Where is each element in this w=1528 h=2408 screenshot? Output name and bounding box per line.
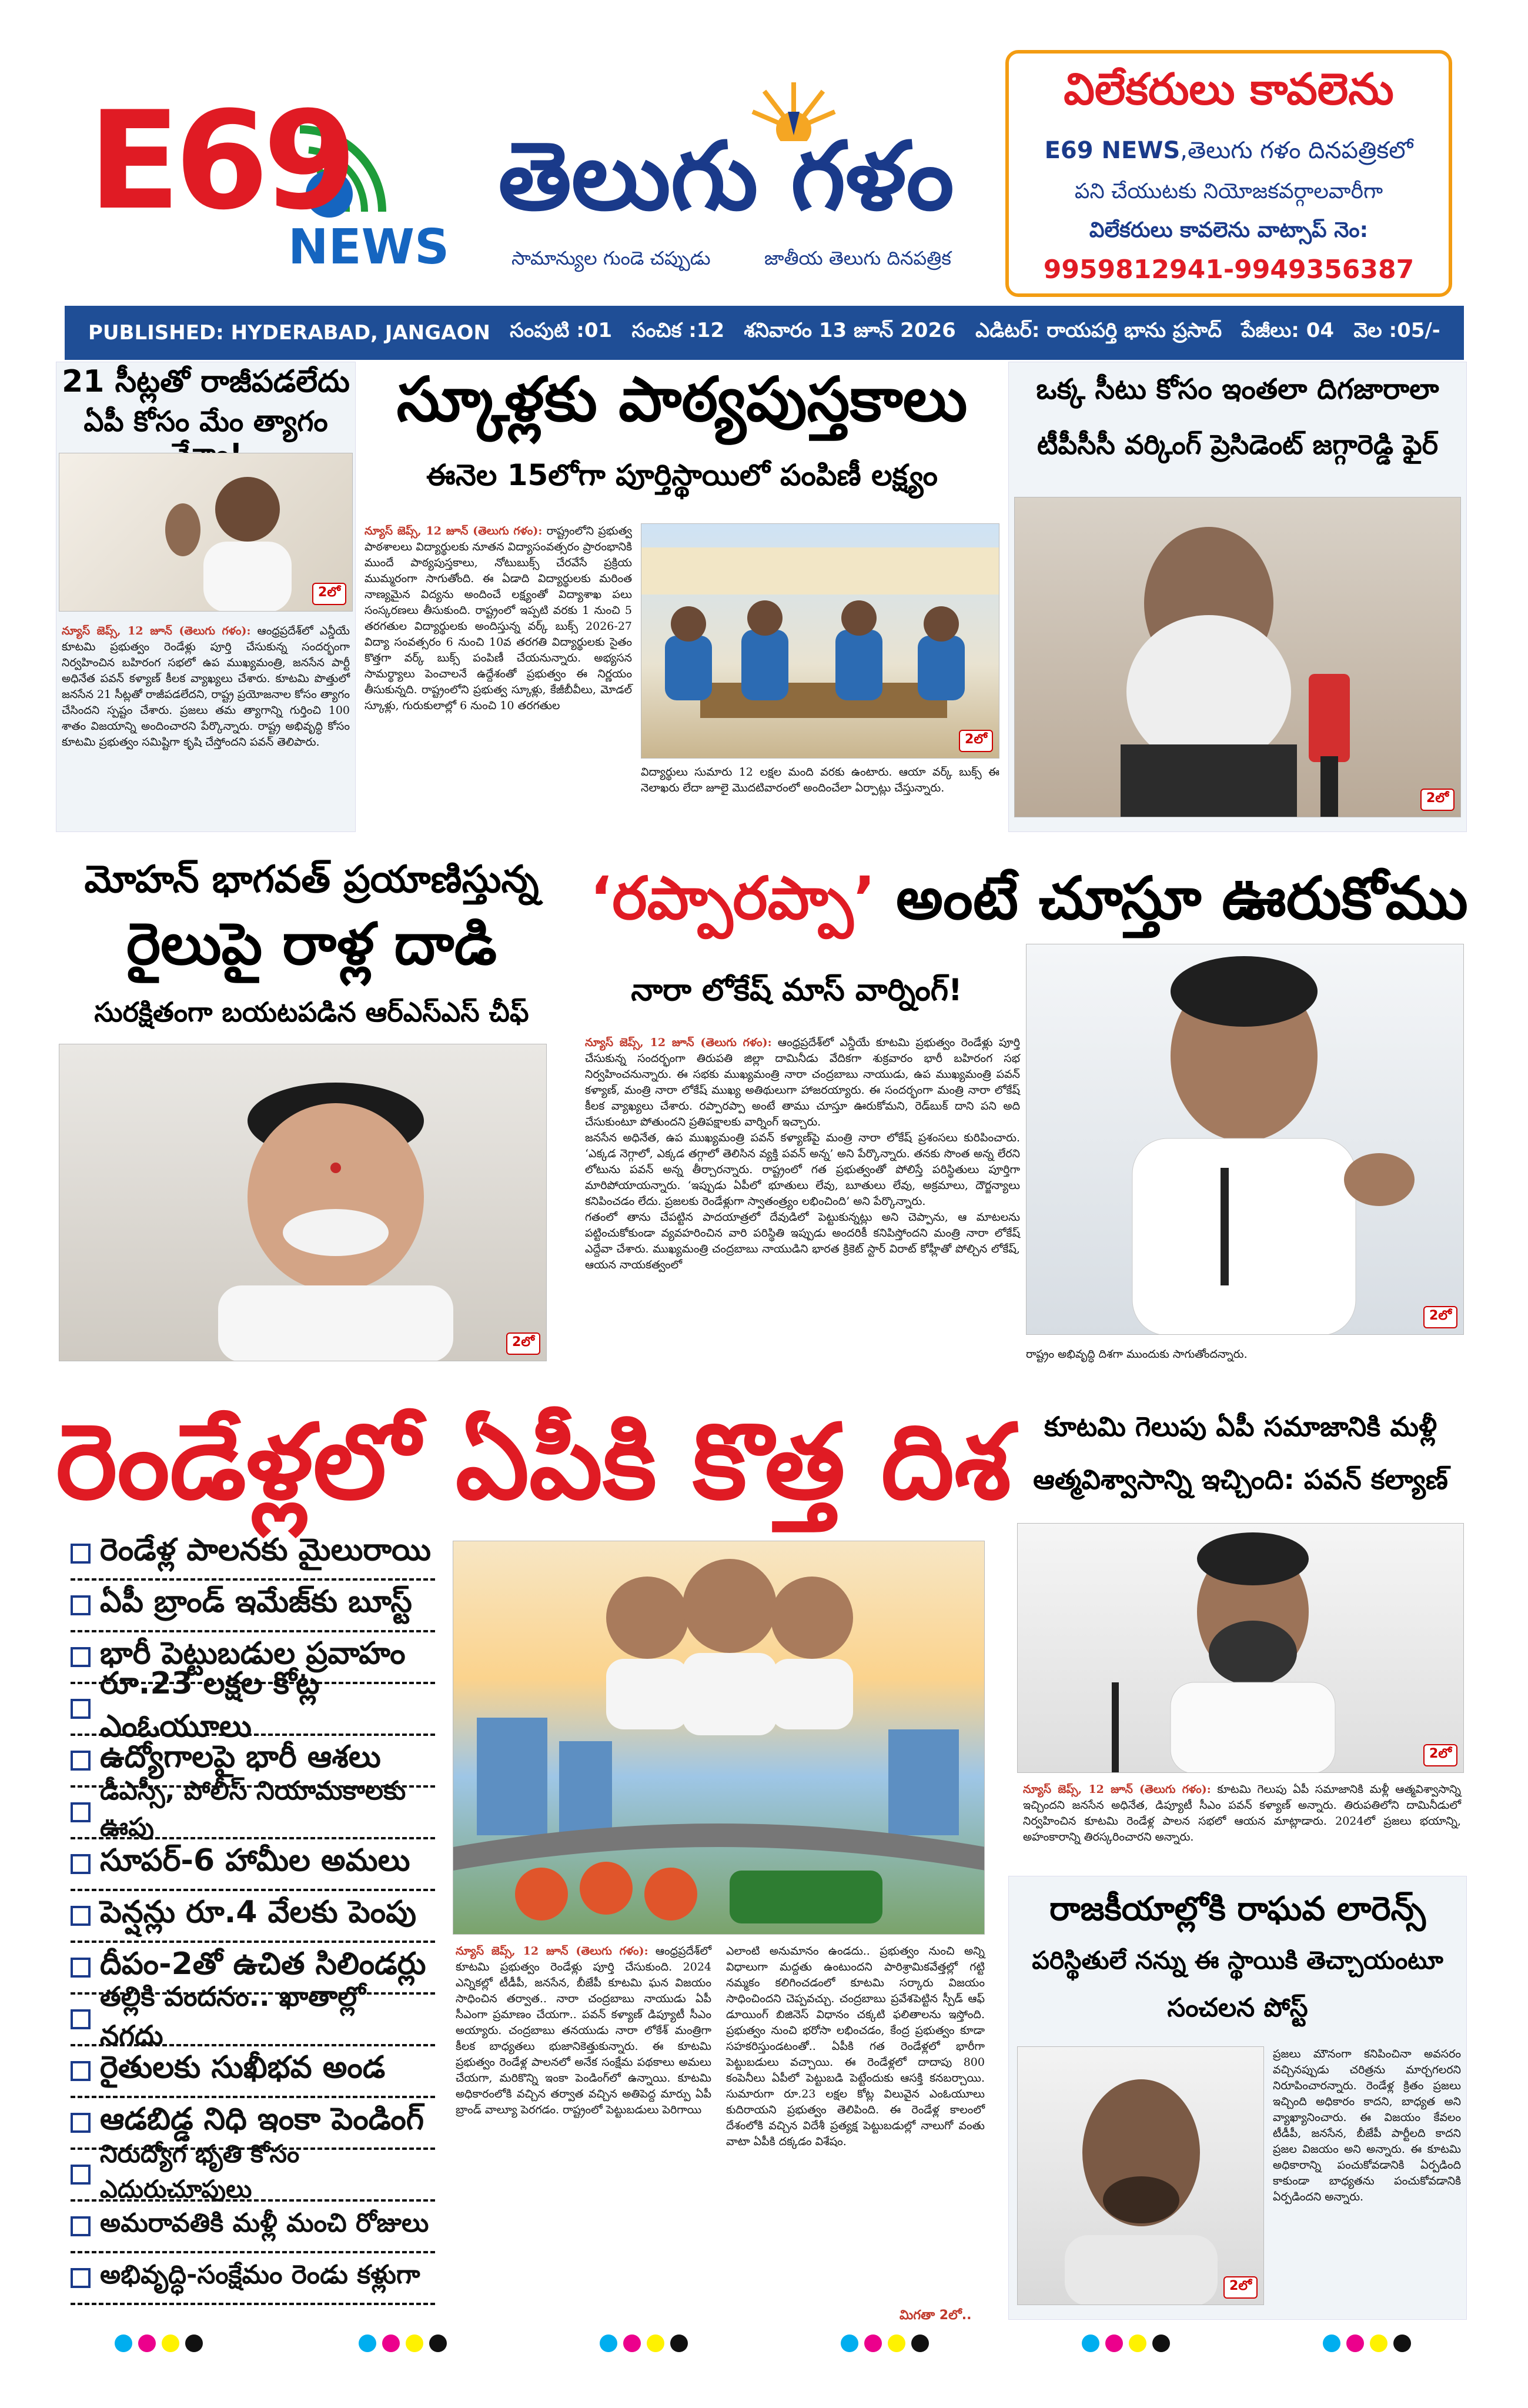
lead-col1-text: ఆంధ్రప్రదేశ్‌లో కూటమి ప్రభుత్వం రెండేళ్లు పూర్తి చేసుకుంది. 2024 ఎన్నికల్లో టీడీపీ, జనసేన, బీజేపీ కూటమి ఘన విజయం సాధించిన తర్వాత.. నారా చంద్రబాబు నాయుడు ఏపీ సీఎంగా ప్రమాణం చేయగా.. పవన్ కళ్యాణ్ డిప్యూటీ సీఎం అయ్యారు. చంద్రబాబు తనయుడు నారా లోకేశ్ మంత్రిగా కీలక బాధ్యతలు భుజానికెత్తుకున్నారు. ఈ కూటమి ప్రభుత్వం రెండేళ్ల పాలనలో అనేక సంక్షేమ పథకాలు అమలు చేయగా, మరికొన్ని ఇంకా పెండింగ్‌లో ఉన్నాయి. కూటమి అధికారంలోకి వచ్చిన తర్వాత వచ్చిన అతిపెద్ద మార్పు ఏపీ బ్రాండ్ వాల్యూ పెరగడం. రాష్ట్రంలో పెట్టుబడులు పెరిగాయి	[456, 1945, 711, 2116]
checkbox-icon	[71, 1906, 91, 1926]
lead-bullet-text: ఆడబిడ్డ నిధి ఇంకా పెండింగ్	[100, 2101, 424, 2137]
checkbox-icon	[71, 2216, 91, 2236]
lead-bullet-text: రూ.23 లక్షల కోట్ల ఎంఓయూలు	[100, 1666, 320, 1744]
nara-lokesh-photo	[1026, 944, 1464, 1335]
lead-bullet	[71, 1980, 435, 2051]
story6-body	[1023, 1782, 1461, 1845]
yellow-dot	[1370, 2334, 1387, 2352]
story5-headline-quote: ‘రప్పారప్పా’	[590, 864, 876, 933]
masthead-tagline-left: సామాన్యుల గుండె చప్పుడు	[511, 247, 711, 269]
lead-bullet	[71, 2202, 435, 2253]
color-registration-marks	[841, 2334, 929, 2352]
story2-body	[365, 523, 632, 714]
lead-bullet-text: ఉద్యోగాలపై భారీ ఆశలు	[100, 1739, 381, 1775]
pawan-kalyan-speech-photo	[1017, 1523, 1464, 1773]
lead-col1	[456, 1943, 711, 2118]
info-price: వెల :05/-	[1353, 319, 1440, 342]
lead-byline: న్యూస్ జెప్స్, 12 జూన్ (తెలుగు గళం):	[456, 1945, 648, 1958]
magenta-dot	[623, 2334, 641, 2352]
yellow-dot	[1129, 2334, 1146, 2352]
story1-body	[62, 623, 350, 750]
ad-title: విలేకరులు కావలెను	[1064, 64, 1394, 115]
black-dot	[185, 2334, 203, 2352]
story5-headline	[582, 864, 1476, 932]
info-date: శనివారం 13 జూన్ 2026	[744, 319, 956, 342]
ad-line1-text: ,తెలుగు గళం దినపత్రికలో	[1180, 137, 1413, 164]
lead-col2: ఎలాంటి అనుమానం ఉండదు.. ప్రభుత్వం నుంచి అన్ని విధాలుగా మద్దతు ఉంటుందని పారిశ్రామికవేత్తల్లో గట్టి నమ్మకం కలిగించడంలో కూటమి సర్కారు విజయం సాధించిందని చెప్పవచ్చు. చంద్రబాబు ప్రవేశపెట్టిన స్పీడ్ ఆఫ్ డూయింగ్ బిజినెస్ విధానం చక్కటి ఫలితాలను ఇస్తోంది. ప్రభుత్వం నుంచి భరోసా లభించడం, కేంద్ర ప్రభుత్వం కూడా సహకరిస్తుండటంతో.. ఏపీకి గత రెండేళ్లలో భారీగా పెట్టుబడులు వచ్చాయి. ఈ రెండేళ్లలో దాదాపు 800 కంపెనీలు ఏపీలో పెట్టుబడి పెట్టేందుకు ఆసక్తి కనబర్చాయి. సుమారుగా రూ.23 లక్షల కోట్ల విలువైన ఎంఓయూలు కుదిరాయని ప్రభుత్వం తెలిపింది. ఈ రెండేళ్ల కాలంలో దేశంలోకి వచ్చిన విదేశీ ప్రత్యక్ష పెట్టుబడుల్లో నాలుగో వంతు వాటా ఏపీకి దక్కడం విశేషం.	[726, 1945, 985, 2148]
magenta-dot	[1105, 2334, 1123, 2352]
lead-bullet-text: అభివృద్ధి-సంక్షేమం రెండు కళ్లుగా	[100, 2260, 420, 2290]
story1-byline: న్యూస్ జెప్స్, 12 జూన్ (తెలుగు గళం):	[62, 624, 251, 637]
cyan-dot	[841, 2334, 858, 2352]
checkbox-icon	[71, 2009, 91, 2029]
yellow-dot	[406, 2334, 423, 2352]
info-issue: సంచిక :12	[631, 319, 725, 342]
raghava-lawrence-photo	[1017, 2046, 1264, 2305]
lead-bullet-text: సూపర్-6 హామీల అమలు	[100, 1842, 410, 1878]
story2-continue-badge[interactable]: 2లో	[959, 730, 993, 752]
story7-headline1: రాజకీయాల్లోకి రాఘవ లారెన్స్	[1049, 1890, 1426, 1928]
cyan-dot	[1082, 2334, 1099, 2352]
magenta-dot	[138, 2334, 156, 2352]
story5-caption: రాష్ట్రం అభివృద్ధి దిశగా ముందుకు సాగుతోందన్నారు.	[1026, 1348, 1248, 1361]
lead-bullet-text: భారీ పెట్టుబడుల ప్రవాహం	[100, 1635, 406, 1671]
story7-headline3: సంచలన పోస్ట్	[1167, 1993, 1308, 2023]
color-registration-marks	[1082, 2334, 1170, 2352]
lead-bullet	[71, 1529, 435, 1581]
e69-logo	[88, 83, 450, 282]
story2-text: రాష్ట్రంలోని ప్రభుత్వ పాఠశాలలు విద్యార్థులకు నూతన విద్యాసంవత్సరం ప్రారంభానికి ముందే పాఠ్యపుస్తకాలు, నోటుబుక్స్ చేరవేసే ప్రక్రియ ముమ్మరంగా సాగుతోంది. ఈ ఏడాది విద్యార్థులకు మరింత నాణ్యమైన విద్యను అందించే లక్ష్యంతో విద్యాశాఖ పలు సంస్కరణలు తీసుకుంది. రాష్ట్రంలో ఇప్పటి వరకు 1 నుంచి 5 తరగతుల విద్యార్థులకు అందిస్తున్న వర్క్ బుక్స్ 2026-27 విద్యా సంవత్సరం 6 నుంచి 10వ తరగతి విద్యార్థులకు సైతం కొత్తగా వర్క్ బుక్స్ పంపిణీ చేయనున్నారు. అభ్యసన సామర్థ్యాలు పెంచాలనే ఉద్దేశంతో ప్రభుత్వం ఈ నిర్ణయం తీసుకున్నది. రాష్ట్రంలోని ప్రభుత్వ స్కూళ్లు, కేజీబీవీలు, మోడల్ స్కూళ్లు, గురుకులాల్లో 6 నుంచి 10 తరగతుల	[365, 525, 632, 712]
lead-bullet	[71, 1891, 435, 1943]
black-dot	[429, 2334, 447, 2352]
lead-bullet	[71, 2046, 435, 2098]
bearded-speaker-illustration	[1018, 1524, 1464, 1773]
lead-bullet-text: అమరావతికి మళ్లీ మంచి రోజులు	[100, 2208, 429, 2238]
ad-line1	[1009, 137, 1449, 170]
story1-headline2: ఏపీ కోసం మేం త్యాగం	[83, 405, 328, 438]
story5-body	[585, 1035, 1020, 1273]
jagga-reddy-photo	[1014, 497, 1461, 817]
story1-continue-badge[interactable]: 2లో	[312, 583, 346, 605]
lead-bullet-text: తల్లికి వందనం.. ఖాతాల్లో నగదు	[100, 1980, 366, 2051]
info-pages: పేజీలు: 04	[1241, 319, 1335, 342]
black-dot	[1152, 2334, 1170, 2352]
lead-bullet-text: రెండేళ్ల పాలనకు మైలురాయి	[100, 1532, 432, 1568]
leaders-city-collage	[453, 1541, 985, 1935]
color-registration-marks	[359, 2334, 447, 2352]
checkbox-icon	[71, 2268, 91, 2288]
masthead-title: తెలుగు గళం	[498, 121, 954, 231]
lead-bullet-text: నిరుద్యోగ భృతి కోసం ఎదురుచూపులు	[100, 2139, 300, 2203]
lead-bullet	[71, 1776, 435, 1842]
man-speaking-illustration	[1027, 944, 1464, 1335]
story5-text2: జనసేన అధినేత, ఉప ముఖ్యమంత్రి పవన్ కళ్యాణ్‌పై మంత్రి నారా లోకేష్ ప్రశంసలు కురిపించారు. ‘ఎక్కడ నెగ్గాలో, ఎక్కడ తగ్గాలో తెలిసిన వ్యక్తి పవన్ అన్న’ అని పేర్కొన్నారు. తనకు సొంత అన్న లేరని లోటును పవన్ అన్న తీర్చారన్నారు. రాష్ట్రంలో గత ప్రభుత్వంతో పోలిస్తే పరిస్థితులు పూర్తిగా మారిపోయాయన్నారు. ‘ఇప్పుడు ఏపీలో భూతులు లేవు, బూతులు లేవు, అక్రమాలు, దౌర్జన్యాలు కనిపించడం లేదు. ప్రజలకు రెండేళ్లుగా స్వాతంత్ర్యం లభించింది’ అని పేర్కొన్నారు.	[585, 1131, 1020, 1208]
pawan-kalyan-photo	[59, 453, 353, 612]
school-students-photo	[641, 523, 999, 759]
black-dot	[1393, 2334, 1411, 2352]
lead-bullet-text: డీఎస్సీ, పోలీస్ నియామకాలకు ఊపు	[100, 1776, 406, 1842]
story4-continue-badge[interactable]: 2లో	[506, 1332, 540, 1355]
lead-headline: రెండేళ్లలో ఏపీకి కొత్త దిశ	[56, 1402, 1011, 1522]
story1-headline1: 21 సీట్లతో రాజీపడలేదు	[62, 364, 350, 399]
bearded-man-illustration	[1015, 497, 1461, 817]
ad-line3: విలేకరులు కావలెను వాట్సాప్ నెం:	[1089, 218, 1369, 242]
cyan-dot	[359, 2334, 376, 2352]
story4-subhead: సురక్షితంగా బయటపడిన ఆర్ఎస్ఎస్ చీఫ్	[94, 996, 529, 1028]
story3-continue-badge[interactable]: 2లో	[1420, 789, 1455, 811]
checkbox-icon	[71, 1958, 91, 1978]
mohan-bhagwat-photo	[59, 1044, 547, 1361]
man-with-cap-illustration	[59, 1044, 547, 1361]
ad-line2: పని చేయుటకు నియోజకవర్గాలవారీగా	[1074, 179, 1383, 203]
story3-headline1: ఒక్క సీటు కోసం ఇంతలా దిగజారాలా	[1036, 373, 1439, 406]
color-registration-marks	[600, 2334, 688, 2352]
story5-byline: న్యూస్ జెప్స్, 12 జూన్ (తెలుగు గళం):	[585, 1036, 772, 1049]
person-silhouette-icon	[59, 453, 353, 612]
story6-byline: న్యూస్ జెప్స్, 12 జూన్ (తెలుగు గళం):	[1023, 1783, 1211, 1796]
yellow-dot	[647, 2334, 664, 2352]
lead-collage-photo	[453, 1541, 985, 1935]
e69-logo-text: E69	[88, 83, 352, 240]
story2-body-continued: విద్యార్థులు సుమారు 12 లక్షల మంది వరకు ఉంటారు. ఆయా వర్క్ బుక్స్ ఈ నెలాఖరు లేదా జూలై మొదటివారంలో అందించేలా ఏర్పాట్లు చేస్తున్నారు.	[641, 766, 999, 794]
e69-logo-news: NEWS	[288, 219, 450, 275]
story2-subhead: ఈనెల 15లోగా పూర్తిస్థాయిలో పంపిణీ లక్ష్యం	[426, 458, 938, 492]
color-registration-marks	[115, 2334, 203, 2352]
story2-byline: న్యూస్ జెప్స్, 12 జూన్ (తెలుగు గళం):	[365, 525, 543, 537]
info-editor: ఎడిటర్: రాయపర్తి భాను ప్రసాద్	[975, 319, 1222, 342]
story6-text: కూటమి గెలుపు ఏపీ సమాజానికి మళ్లీ ఆత్మవిశ్వాసాన్ని ఇచ్చిందని జనసేన అధినేత, డిప్యూటీ సీఎం పవన్ కళ్యాణ్ అన్నారు. తిరుపతిలోని దామినీడులో నిర్వహించిన కూటమి రెండేళ్ల పాలన సభలో ఆయన మాట్లాడారు. 2024లో ప్రజలు భయాన్ని, అహంకారాన్ని తిరస్కరించారని అన్నారు.	[1023, 1783, 1461, 1843]
recruitment-ad	[1005, 50, 1452, 297]
cyan-dot	[600, 2334, 617, 2352]
man-portrait-illustration	[1018, 2047, 1264, 2305]
story6-continue-badge[interactable]: 2లో	[1423, 1744, 1457, 1766]
story7-headline2: పరిస్థితులే నన్ను ఈ స్థాయికి తెచ్చాయంటూ	[1032, 1946, 1443, 1975]
story4-headline2: రైలుపై రాళ్ల దాడి	[126, 911, 497, 978]
info-volume: సంపుటి :01	[510, 319, 613, 342]
story5-text3: గతంలో తాను చేపట్టిన పాదయాత్రలో దేవుడిలో పెట్టుకున్నట్లు అని చెప్పాను, ఆ మాటలను పట్టించుకోకుండా వ్యవహరించిన వారి పరిస్థితి ఇప్పుడు అందరికీ కనిపిస్తోందని మంత్రి నారా లోకేష్ ఎద్దేవా చేశారు. ముఖ్యమంత్రి చంద్రబాబు నాయుడిని భారత క్రికెట్ స్టార్ విరాట్ కోహ్లీతో పోల్చిన లోకేష్, ఆయన నాయకత్వంలో	[585, 1211, 1020, 1271]
story2-headline: స్కూళ్లకు పాఠ్యపుస్తకాలు	[396, 363, 968, 435]
checkbox-icon	[71, 1595, 91, 1615]
checkbox-icon	[71, 1802, 91, 1822]
lead-bullet-text: ఏపీ బ్రాండ్ ఇమేజ్‌కు బూస్ట్	[100, 1584, 412, 1619]
lead-bullet-text: దీపం-2తో ఉచిత సిలిండర్లు	[100, 1946, 426, 1982]
lead-bullet	[71, 2139, 435, 2203]
story7-continue-badge[interactable]: 2లో	[1223, 2276, 1258, 2299]
checkbox-icon	[71, 1647, 91, 1667]
story5-subhead: నారా లోకేష్ మాస్ వార్నింగ్!	[631, 973, 962, 1008]
lead-bullet-text: రైతులకు సుఖీభవ అండ	[100, 2049, 386, 2085]
info-published: PUBLISHED: HYDERABAD, JANGAON	[88, 321, 490, 345]
story6-headline2: ఆత్మవిశ్వాసాన్ని ఇచ్చింది: పవన్ కల్యాణ్	[1033, 1464, 1448, 1495]
checkbox-icon	[71, 2165, 91, 2185]
lead-bullet	[71, 1581, 435, 1632]
black-dot	[911, 2334, 929, 2352]
checkbox-icon	[71, 1699, 91, 1719]
students-illustration	[641, 524, 999, 759]
lead-bullet-text: పెన్షన్లు రూ.4 వేలకు పెంపు	[100, 1894, 416, 1930]
story5-headline-rest: అంటే చూస్తూ ఊరుకోము	[896, 864, 1468, 933]
info-bar	[65, 306, 1464, 360]
checkbox-icon	[71, 1751, 91, 1771]
checkbox-icon	[71, 1854, 91, 1874]
magenta-dot	[382, 2334, 400, 2352]
masthead-tagline-right: జాతీయ తెలుగు దినపత్రిక	[764, 247, 951, 269]
lead-bullet	[71, 2253, 435, 2305]
ad-line1-brand: E69 NEWS	[1044, 137, 1181, 164]
story4-headline1: మోహన్ భాగవత్ ప్రయాణిస్తున్న	[84, 858, 539, 901]
story1-text: ఆంధ్రప్రదేశ్‌లో ఎన్డీయే కూటమి ప్రభుత్వం రెండేళ్లు పూర్తి చేసుకున్న సందర్భంగా నిర్వహించిన బహిరంగ సభలో ఉప ముఖ్యమంత్రి, జనసేన పార్టీ అధినేత పవన్ కళ్యాణ్ కీలక వ్యాఖ్యలు చేశారు. కూటమి పొత్తులో జనసేన 21 సీట్లతో రాజీపడలేదని, రాష్ట్ర ప్రయోజనాల కోసం త్యాగం చేసిందని స్పష్టం చేశారు. ప్రజలు తమ త్యాగాన్ని గుర్తించి 100 శాతం విజయాన్ని అందించారని పేర్కొన్నారు. రాష్ట్ర అభివృద్ధి కోసం కూటమి ప్రభుత్వం సమిష్టిగా కృషి చేస్తోందని పవన్ తెలిపారు.	[62, 624, 350, 749]
yellow-dot	[888, 2334, 905, 2352]
lead-bullet	[71, 1666, 435, 1744]
magenta-dot	[1346, 2334, 1364, 2352]
checkbox-icon	[71, 2061, 91, 2081]
lead-bullet	[71, 1839, 435, 1891]
checkbox-icon	[71, 2113, 91, 2133]
story6-headline1: కూటమి గెలుపు ఏపీ సమాజానికి మళ్లీ	[1044, 1411, 1437, 1442]
ad-phone: 9959812941-9949356387	[1043, 255, 1415, 285]
color-registration-marks	[1323, 2334, 1411, 2352]
black-dot	[670, 2334, 688, 2352]
story5-text1: ఆంధ్రప్రదేశ్‌లో ఎన్డీయే కూటమి ప్రభుత్వం రెండేళ్లు పూర్తి చేసుకున్న సందర్భంగా తిరుపతి జిల్లా దామినీడు వేదికగా శుక్రవారం భారీ బహిరంగ సభ నిర్వహించనున్నారు. ఈ సభకు ముఖ్యమంత్రి నారా చంద్రబాబు నాయుడు, ఉప ముఖ్యమంత్రి పవన్ కళ్యాణ్, మంత్రి నారా లోకేష్ ముఖ్య అతిథులుగా హాజరయ్యారు. ఈ సందర్భంగా మంత్రి నారా లోకేష్ కీలక వ్యాఖ్యలు చేశారు. రప్పారప్పా అంటే తాము చూస్తూ ఊరుకోమని, రెడ్‌బుక్ దాని పని అది చేసుకుంటూ పోతుందని ప్రతిపక్షాలకు వార్నింగ్ ఇచ్చారు.	[585, 1036, 1020, 1128]
lead-bullets	[71, 1529, 447, 2305]
story5-continue-badge[interactable]: 2లో	[1423, 1306, 1457, 1328]
cyan-dot	[115, 2334, 132, 2352]
checkbox-icon	[71, 1544, 91, 1564]
story7-body: ప్రజలు మౌనంగా కనిపించినా అవసరం వచ్చినప్పుడు చరిత్రను మార్చగలరని నిరూపించారన్నారు. రెండేళ్ల క్రితం ప్రజలు ఇచ్చింది అధికారం కాదని, బాధ్యత అని వ్యాఖ్యానించారు. ఈ విజయం కేవలం టీడీపీ, జనసేన, బీజేపీ పార్టీలది కాదని ప్రజల విజయం అని అన్నారు. ఈ కూటమి అధికారాన్ని పంచుకోవడానికి ఏర్పడింది కాకుండా బాధ్యతను పంచుకోవడానికి ఏర్పడిందని అన్నారు.	[1273, 2048, 1461, 2203]
yellow-dot	[162, 2334, 179, 2352]
lead-continued[interactable]: మిగతా 2లో..	[900, 2308, 972, 2323]
cyan-dot	[1323, 2334, 1340, 2352]
magenta-dot	[864, 2334, 882, 2352]
story3-headline2: టీపీసీసీ వర్కింగ్ ప్రెసిడెంట్ జగ్గారెడ్డి ఫైర్	[1037, 429, 1438, 460]
